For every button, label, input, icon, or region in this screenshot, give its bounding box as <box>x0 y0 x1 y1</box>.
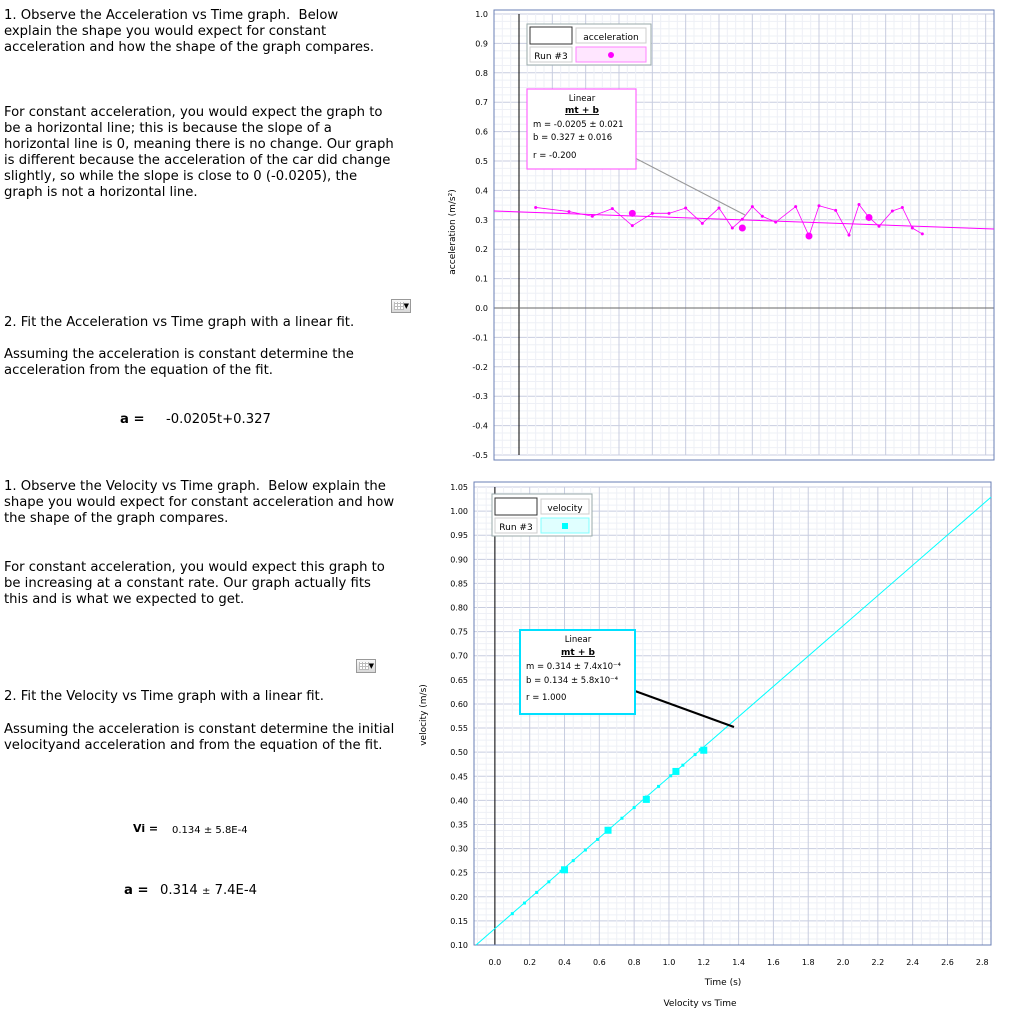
acc-fit-b: b = 0.327 ± 0.016 <box>533 133 613 143</box>
x-tick-label: 2.4 <box>906 958 920 967</box>
data-point <box>620 817 623 820</box>
acc-legend[interactable] <box>527 24 651 65</box>
vel-fit-b: b = 0.134 ± 5.8x10⁻⁴ <box>526 676 619 686</box>
data-point <box>901 206 904 209</box>
data-point <box>694 753 697 756</box>
vel-answer-1[interactable]: For constant acceleration, you would expect this graph to be increasing at a constant rate. Our graph actually fits this and is what we expected to get. <box>4 560 390 607</box>
dropdown-arrow-icon: ▼ <box>368 662 374 670</box>
data-point <box>684 207 687 210</box>
y-tick-label: 0.0 <box>475 304 488 313</box>
y-tick-label: 1.00 <box>450 507 468 517</box>
data-point <box>657 785 660 788</box>
data-point-marker[interactable] <box>806 232 813 239</box>
data-point <box>681 764 684 767</box>
x-tick-label: 2.8 <box>975 958 989 967</box>
y-tick-label: 0.40 <box>450 796 468 806</box>
data-point-marker[interactable] <box>561 866 568 873</box>
vel-fit-r: r = 1.000 <box>526 693 567 703</box>
x-tick-label: 1.4 <box>732 958 745 967</box>
dropdown-arrow-icon: ▼ <box>403 302 409 310</box>
data-point <box>668 212 671 215</box>
y-tick-label: 0.15 <box>450 916 468 926</box>
y-tick-label: 0.45 <box>450 772 468 782</box>
x-tick-label: 2.0 <box>836 958 850 967</box>
data-point <box>761 215 764 218</box>
data-point <box>572 859 575 862</box>
data-point-marker[interactable] <box>629 210 636 217</box>
acc-legend-run-label: Run #3 <box>534 52 568 62</box>
data-point <box>633 806 636 809</box>
acc-question-1: 1. Observe the Acceleration vs Time graph. Below explain the shape you would expect for constant acceleration and how the shape of the graph compares. <box>4 8 375 55</box>
data-point-marker[interactable] <box>672 768 679 775</box>
y-tick-label: 0.2 <box>475 245 488 255</box>
y-tick-label: 0.50 <box>450 748 468 758</box>
y-tick-label: 0.30 <box>450 844 468 854</box>
x-tick-label: 0.0 <box>488 958 502 967</box>
data-point-marker[interactable] <box>739 225 746 232</box>
y-tick-label: -0.3 <box>472 392 488 402</box>
vel-fit-equation: mt + b <box>561 648 595 658</box>
data-point-marker[interactable] <box>643 796 650 803</box>
vi-value[interactable]: 0.134 ± 5.8E-4 <box>172 825 248 836</box>
data-point <box>848 234 851 237</box>
vel-legend[interactable] <box>492 494 592 536</box>
y-tick-label: 0.35 <box>450 820 468 830</box>
acc-question-2b: Assuming the acceleration is constant determine the acceleration from the equation of the fit. <box>4 347 359 378</box>
acc-answer-1[interactable]: For constant acceleration, you would expect the graph to be a horizontal line; this is because the slope of a horizontal line is 0, meaning there is no change. Our graph is different because the acceleration of the car did change slightly, so while the slope is close to 0 (-0.0205), the graph is not a horizontal line. <box>4 105 398 200</box>
y-tick-label: 0.10 <box>450 941 468 950</box>
data-point <box>921 232 924 235</box>
vel-legend-marker <box>562 523 568 529</box>
vel-y-axis-label: velocity (m/s) <box>419 684 429 746</box>
vel-fit-box[interactable] <box>520 630 734 727</box>
y-tick-label: 0.90 <box>450 555 468 565</box>
data-point <box>858 203 861 206</box>
data-point <box>596 838 599 841</box>
vel-a-label: a = <box>124 883 149 898</box>
acc-legend-series-label: acceleration <box>583 33 639 43</box>
data-point <box>774 221 777 224</box>
data-point <box>535 891 538 894</box>
y-tick-label: 0.1 <box>475 274 488 284</box>
vel-chart-title: Velocity vs Time <box>663 999 737 1009</box>
acc-fit-r: r = -0.200 <box>533 151 577 161</box>
vel-question-2b: Assuming the acceleration is constant determine the initial velocityand acceleration and from the equation of the fit. <box>4 722 399 753</box>
data-point <box>669 774 672 777</box>
y-tick-label: 0.6 <box>475 127 488 137</box>
x-tick-label: 0.2 <box>523 958 537 967</box>
y-tick-label: 0.25 <box>450 868 468 878</box>
x-tick-label: 1.0 <box>662 958 676 967</box>
vel-question-2: 2. Fit the Velocity vs Time graph with a linear fit. <box>4 689 324 704</box>
y-tick-label: 0.60 <box>450 699 468 709</box>
data-point <box>911 227 914 230</box>
vel-legend-series-label: velocity <box>547 504 583 514</box>
vel-fit-title: Linear <box>564 635 592 645</box>
data-point <box>547 880 550 883</box>
x-tick-label: 0.6 <box>592 958 606 967</box>
data-point <box>794 205 797 208</box>
data-point-marker[interactable] <box>866 214 873 221</box>
fit-line <box>476 497 991 945</box>
y-tick-label: 0.7 <box>475 98 488 108</box>
x-tick-label: 2.2 <box>871 958 885 967</box>
y-tick-label: 0.80 <box>450 603 468 613</box>
acc-legend-marker <box>608 52 614 58</box>
acc-a-value[interactable]: -0.0205t+0.327 <box>166 412 271 427</box>
x-tick-label: 1.6 <box>767 958 780 967</box>
acc-fit-m: m = -0.0205 ± 0.021 <box>533 120 624 130</box>
y-tick-label: 0.55 <box>450 724 468 734</box>
y-tick-label: -0.4 <box>472 421 488 431</box>
x-tick-label: 0.4 <box>558 958 571 967</box>
y-tick-label: -0.2 <box>472 362 488 372</box>
acceleration-vs-time-chart[interactable] <box>0 0 1010 470</box>
vel-legend-run-label: Run #3 <box>499 523 533 533</box>
y-tick-label: 0.5 <box>475 157 488 166</box>
vel-fit-m: m = 0.314 ± 7.4x10⁻⁴ <box>526 662 621 672</box>
data-point <box>651 212 654 215</box>
y-tick-label: 0.8 <box>475 68 488 78</box>
y-tick-label: 0.65 <box>450 675 468 685</box>
acc-question-2: 2. Fit the Acceleration vs Time graph with a linear fit. <box>4 315 355 330</box>
acc-y-axis-label: acceleration (m/s²) <box>448 189 458 275</box>
y-tick-label: 0.70 <box>450 651 468 661</box>
vel-question-1: 1. Observe the Velocity vs Time graph. Below explain the shape you would expect for constant acceleration and how the shape of the graph compares. <box>4 479 399 526</box>
velocity-vs-time-chart[interactable] <box>0 470 1010 1024</box>
data-point <box>718 207 721 210</box>
y-tick-label: 0.95 <box>450 531 468 541</box>
vel-x-axis-label: Time (s) <box>704 978 742 988</box>
data-point-marker[interactable] <box>605 827 612 834</box>
data-point <box>591 215 594 218</box>
y-tick-label: 0.9 <box>475 39 488 49</box>
data-point <box>534 206 537 209</box>
data-point <box>584 849 587 852</box>
acc-a-label: a = <box>120 412 145 427</box>
data-point <box>891 209 894 212</box>
data-point <box>731 227 734 230</box>
x-tick-label: 2.6 <box>941 958 954 967</box>
data-point <box>834 209 837 212</box>
y-tick-label: 0.4 <box>475 186 488 196</box>
x-tick-label: 1.8 <box>801 958 815 967</box>
y-tick-label: 0.85 <box>450 579 468 589</box>
data-point <box>568 210 571 213</box>
y-tick-label: 0.3 <box>475 215 488 225</box>
y-tick-label: -0.1 <box>472 333 488 343</box>
data-point <box>631 224 634 227</box>
y-tick-label: -0.5 <box>472 451 488 460</box>
y-tick-label: 0.75 <box>450 627 468 637</box>
y-tick-label: 1.0 <box>475 10 488 19</box>
x-tick-label: 1.2 <box>697 958 711 967</box>
data-point-marker[interactable] <box>700 747 707 754</box>
data-point <box>511 912 514 915</box>
data-point <box>611 207 614 210</box>
data-point <box>523 902 526 905</box>
vi-label: Vi = <box>133 822 159 835</box>
y-tick-label: 1.05 <box>450 483 468 492</box>
acc-fit-title: Linear <box>568 94 596 104</box>
vel-a-value[interactable]: 0.314 ± 7.4E-4 <box>160 883 258 898</box>
data-point <box>741 218 744 221</box>
y-tick-label: 0.20 <box>450 892 468 902</box>
data-point <box>701 222 704 225</box>
data-point <box>878 225 881 228</box>
x-tick-label: 0.8 <box>627 958 641 967</box>
data-point <box>818 204 821 207</box>
data-point <box>751 205 754 208</box>
acc-fit-equation: mt + b <box>565 106 599 116</box>
